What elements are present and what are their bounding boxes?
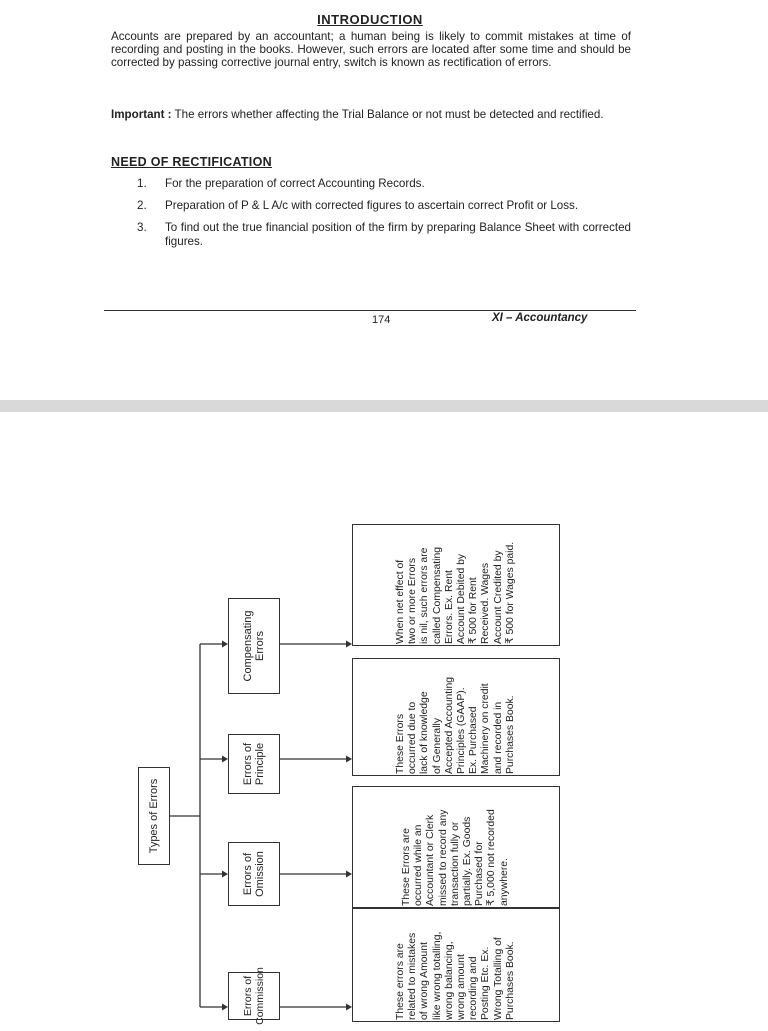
description-box-errors-of-commission [352,908,560,1022]
important-note [111,108,631,121]
list-item-number: 3. [137,221,147,235]
description-text: These errors are related to mistakes of wrong Amount like wrong totalling, wrong balancing, wrong amount recording and Posting Etc. Ex. Wrong Totalling of Purchases Book. [394,931,516,1020]
category-box-errors-of-principle [228,734,280,794]
category-box-errors-of-commission [228,967,280,1025]
category-label: Errors of Principle [242,742,266,786]
introduction-paragraph: Accounts are prepared by an accountant; a human being is likely to commit mistakes at time of recording and posting in the books. However, such errors are located after some time and should be corrected by passing corrective journal entry, switch is known as rectification of errors. [111,30,631,70]
category-box-errors-of-omission [228,842,280,906]
list-item-text: To find out the true financial position of the firm by preparing Balance Sheet with corrected figures. [165,221,631,248]
footer-rule [104,310,636,311]
list-item-text: Preparation of P & L A/c with corrected figures to ascertain correct Profit or Loss. [165,199,579,213]
page-175 [0,412,768,1024]
description-box-compensating-errors [352,524,560,646]
page-number: 174 [372,314,391,326]
need-list [111,177,631,257]
need-of-rectification-heading: NEED OF RECTIFICATION [111,155,272,169]
important-label: Important : [111,108,172,121]
list-item-text: For the preparation of correct Accounting Records. [165,177,425,190]
list-item [111,199,631,212]
category-box-compensating-errors [228,598,280,694]
page-174 [0,0,768,400]
description-box-errors-of-omission [352,786,560,908]
important-text: The errors whether affecting the Trial Balance or not must be detected and rectified. [171,108,604,121]
list-item [111,177,631,190]
arrowheads [222,641,352,1011]
description-text: When net effect of two or more Errors is nil, such errors are called Compensating Errors. Ex. Rent Account Debited by ₹ 500 for Rent Received. Wages Account Credited by ₹ 500 for Wages paid. [394,541,516,644]
book-title: XI – Accountancy [492,312,588,324]
description-text: These Errors are occurred while an Accountant or Clerk missed to record any transaction fully or partially. Ex. Goods Purchased for ₹ 5,000 not recorded anywhere. [401,809,510,906]
list-item [111,221,631,247]
list-item-number: 2. [137,199,147,213]
list-item-number: 1. [137,177,147,190]
description-box-errors-of-principle [352,658,560,776]
introduction-heading: INTRODUCTION [317,12,423,27]
root-label: Types of Errors [148,778,160,854]
description-text: These Errors occurred due to lack of knowledge of Generally Accepted Accounting Principles (GAAP). Ex. Purchased Machinery on credit and recorded in Purchases Book. [394,676,516,774]
category-label: Errors of Commission [242,967,266,1025]
connector-lines [170,644,346,1007]
root-box-types-of-errors [138,767,170,865]
page-separator [0,400,768,412]
category-label: Errors of Omission [242,851,266,897]
category-label: Compensating Errors [242,610,266,682]
